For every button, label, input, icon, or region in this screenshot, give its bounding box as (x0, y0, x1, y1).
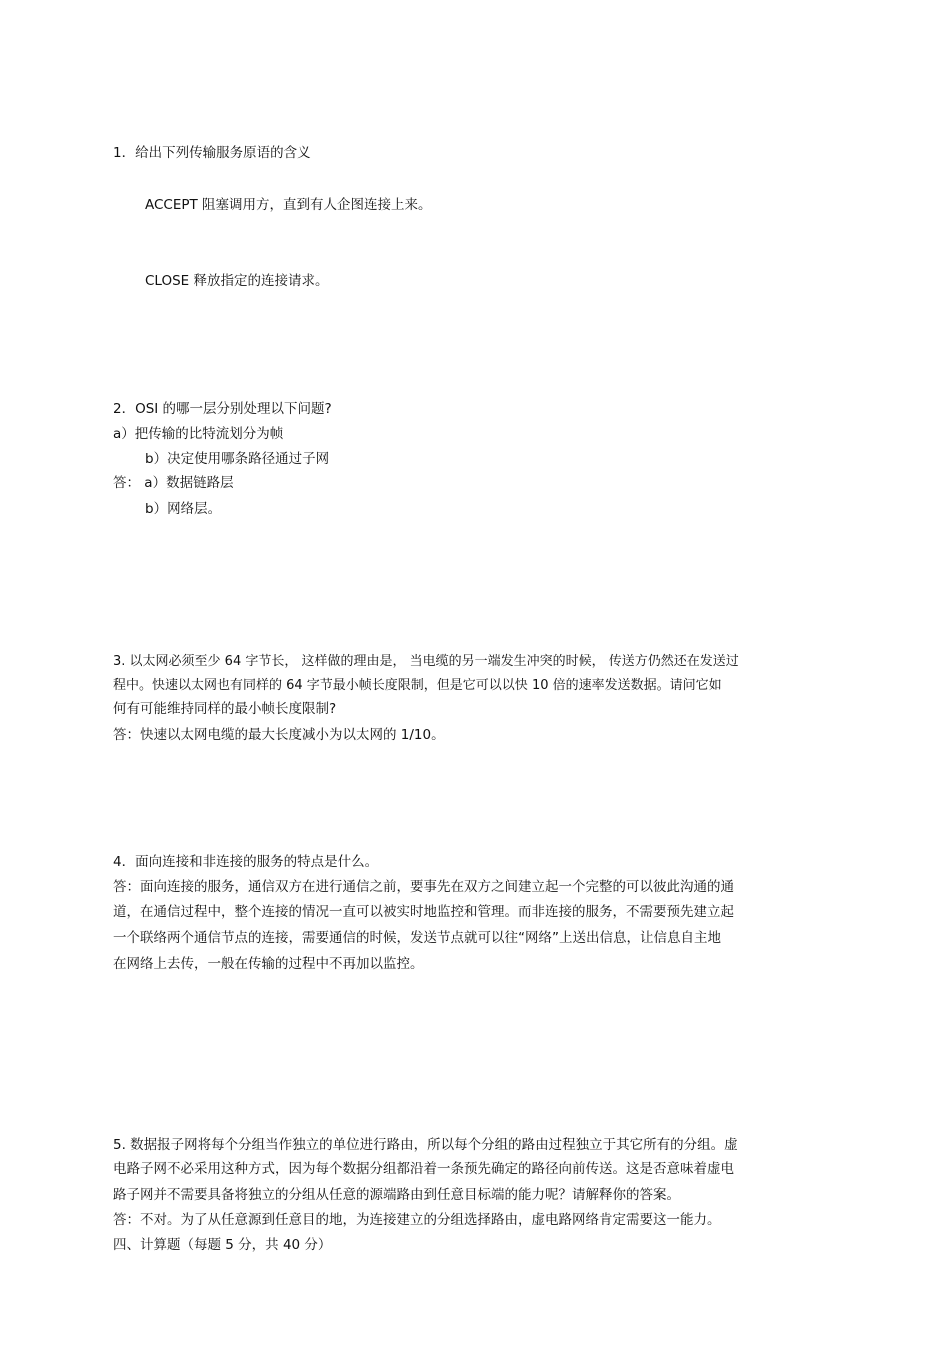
q1-close-definition: CLOSE 释放指定的连接请求。 (145, 273, 329, 289)
q2-answer-a: 答： a）数据链路层 (113, 475, 234, 491)
q5-line-3: 路子网并不需要具备将独立的分组从任意的源端路由到任意目标端的能力呢？请解释你的答案。 (113, 1187, 680, 1203)
q4-answer-line-3: 一个联络两个通信节点的连接，需要通信的时候，发送节点就可以往“网络”上送出信息，让信息自主地 (113, 930, 721, 946)
q5-line-2: 电路子网不必采用这种方式，因为每个数据分组都沿着一条预先确定的路径向前传送。这是否意味着虚电 (113, 1161, 734, 1177)
q3-line-3: 何有可能维持同样的最小帧长度限制? (113, 701, 337, 717)
q2-answer-b: b）网络层。 (145, 501, 222, 517)
q3-answer: 答：快速以太网电缆的最大长度减小为以太网的 1/10。 (113, 727, 445, 743)
q2-title: 2．OSI 的哪一层分别处理以下问题? (113, 401, 332, 417)
q3-line-2: 程中。快速以太网也有同样的 64 字节最小帧长度限制，但是它可以以快 10 倍的速率发送数据。请问它如 (113, 678, 722, 693)
q4-answer-line-4: 在网络上去传，一般在传输的过程中不再加以监控。 (113, 956, 424, 972)
section-4-title: 四、计算题（每题 5 分，共 40 分） (113, 1237, 332, 1253)
q5-answer: 答：不对。为了从任意源到任意目的地，为连接建立的分组选择路由，虚电路网络肯定需要这一能力。 (113, 1212, 721, 1228)
q1-title: 1．给出下列传输服务原语的含义 (113, 145, 311, 161)
q2-item-a: a）把传输的比特流划分为帧 (113, 426, 284, 442)
q4-answer-line-2: 道，在通信过程中，整个连接的情况一直可以被实时地监控和管理。而非连接的服务，不需要预先建立起 (113, 904, 734, 920)
q3-line-1: 3. 以太网必须至少 64 字节长， 这样做的理由是， 当电缆的另一端发生冲突的时候， 传送方仍然还在发送过 (113, 654, 739, 669)
q4-answer-line-1: 答：面向连接的服务，通信双方在进行通信之前，要事先在双方之间建立起一个完整的可以彼此沟通的通 (113, 879, 734, 895)
q2-item-b: b）决定使用哪条路径通过子网 (145, 451, 330, 467)
q5-line-1: 5. 数据报子网将每个分组当作独立的单位进行路由，所以每个分组的路由过程独立于其它所有的分组。虚 (113, 1137, 738, 1153)
q4-title: 4．面向连接和非连接的服务的特点是什么。 (113, 854, 379, 870)
q1-accept-definition: ACCEPT 阻塞调用方，直到有人企图连接上来。 (145, 197, 432, 213)
